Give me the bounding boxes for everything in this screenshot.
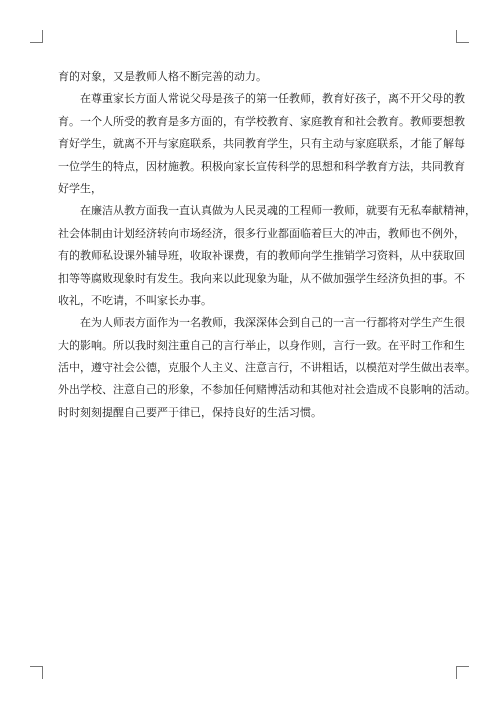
text-line: 有的教师私设课外辅导班，收取补课费，有的教师向学生推销学习资料，从中获取回 xyxy=(58,249,465,263)
text-line: 扣等等腐败现象时有发生。我向来以此现象为耻，从不做加强学生经济负担的事。不 xyxy=(58,271,465,285)
text-line: 在廉洁从教方面我一直认真做为人民灵魂的工程师一教师，就要有无私奉献精神， xyxy=(80,204,476,218)
document-body xyxy=(58,66,476,424)
text-line: 在尊重家长方面人常说父母是孩子的第一任教师，教育好孩子，离不开父母的教 xyxy=(80,92,465,106)
text-line: 好学生， xyxy=(58,181,102,195)
crop-mark-bottom-right xyxy=(456,666,469,679)
text-line: 育。一个人所受的教育是多方面的，有学校教育、家庭教育和社会教育。教师要想教 xyxy=(58,114,465,128)
text-line: 大的影响。所以我时刻注重自己的言行举止，以身作则，言行一致。在平时工作和生 xyxy=(58,338,465,352)
crop-mark-top-left xyxy=(30,30,43,43)
crop-mark-bottom-left xyxy=(30,666,43,679)
text-line: 收礼，不吃请，不叫家长办事。 xyxy=(58,293,212,307)
text-line: 育好学生，就离不开与家庭联系，共同教育学生，只有主动与家庭联系，才能了解每 xyxy=(58,137,465,151)
paragraph-3 xyxy=(58,200,476,312)
crop-mark-top-right xyxy=(456,30,469,43)
paragraph-4 xyxy=(58,312,476,424)
text-line: 外出学校、注意自己的形象，不参加任何赌博活动和其他对社会造成不良影响的活动。 xyxy=(58,383,476,397)
text-line: 活中，遵守社会公德，克服个人主义、注意言行，不讲粗话，以模范对学生做出表率。 xyxy=(58,361,476,375)
text-line: 时时刻刻提醒自己要严于律已，保持良好的生活习惯。 xyxy=(58,405,322,419)
text-line: 社会体制由计划经济转向市场经济，很多行业都面临着巨大的冲击，教师也不例外， xyxy=(58,226,465,240)
text-line: 在为人师表方面作为一名教师，我深深体会到自己的一言一行都将对学生产生很 xyxy=(80,316,465,330)
paragraph-2 xyxy=(58,88,465,200)
text-line: 一位学生的特点，因材施教。积极向家长宣传科学的思想和科学教育方法，共同教育 xyxy=(58,159,465,173)
paragraph-1 xyxy=(58,66,446,88)
text-line: 育的对象，又是教师人格不断完善的动力。 xyxy=(58,70,267,83)
